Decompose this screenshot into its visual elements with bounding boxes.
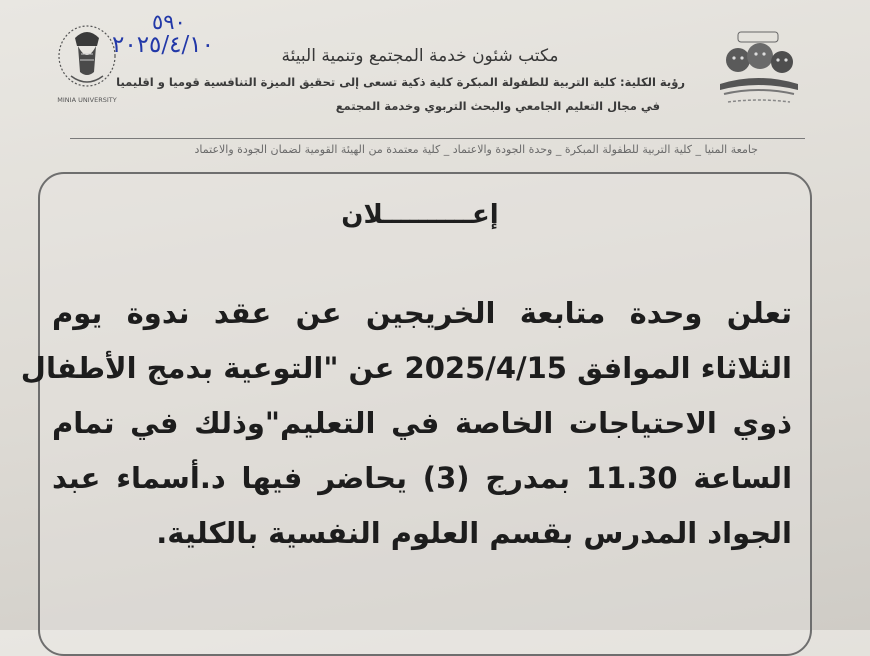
handwritten-registration (112, 8, 252, 66)
minia-university-logo (45, 16, 129, 110)
announcement-line-4: الساعة 11.30 بمدرج (3) يحاضر فيها د.أسماء عبد (52, 461, 793, 495)
faculty-logo (708, 28, 810, 114)
announcement-line-1: تعلن وحدة متابعة الخريجين عن عقد ندوة يوم (52, 296, 792, 330)
announcement-line-5: الجواد المدرس بقسم العلوم النفسية بالكلية. (156, 516, 792, 550)
announcement-line-2: الثلاثاء الموافق 2025/4/15 عن "التوعية بدمج الأطفال (20, 351, 792, 385)
faculty-vision-line-2: في مجال التعليم الجامعي والبحث التربوي وخدمة المجتمع (335, 99, 660, 113)
faculty-vision-line-1: رؤية الكلية: كلية التربية للطفولة المبكرة كلية ذكية تسعى إلى تحقيق الميزة التنافسية قوميا و اقليميا (116, 75, 685, 89)
handwritten-number: ٥٩٠ (152, 10, 186, 34)
institution-breadcrumb: جامعة المنيا _ كلية التربية للطفولة المبكرة _ وحدة الجودة والاعتماد _ كلية معتمدة من الهيئة القومية لضمان الجودة والاعتماد (194, 143, 758, 156)
svg-text:MINIA UNIVERSITY: MINIA UNIVERSITY (57, 96, 117, 104)
office-title: مكتب شئون خدمة المجتمع وتنمية البيئة (281, 46, 559, 66)
header-divider (70, 138, 805, 139)
handwritten-date: ٢٠٢٥/٤/١٠ (112, 32, 214, 58)
announcement-line-3: ذوي الاحتياجات الخاصة في التعليم"وذلك في تمام (52, 406, 792, 440)
announcement-heading: إعــــــــــلان (341, 200, 499, 230)
